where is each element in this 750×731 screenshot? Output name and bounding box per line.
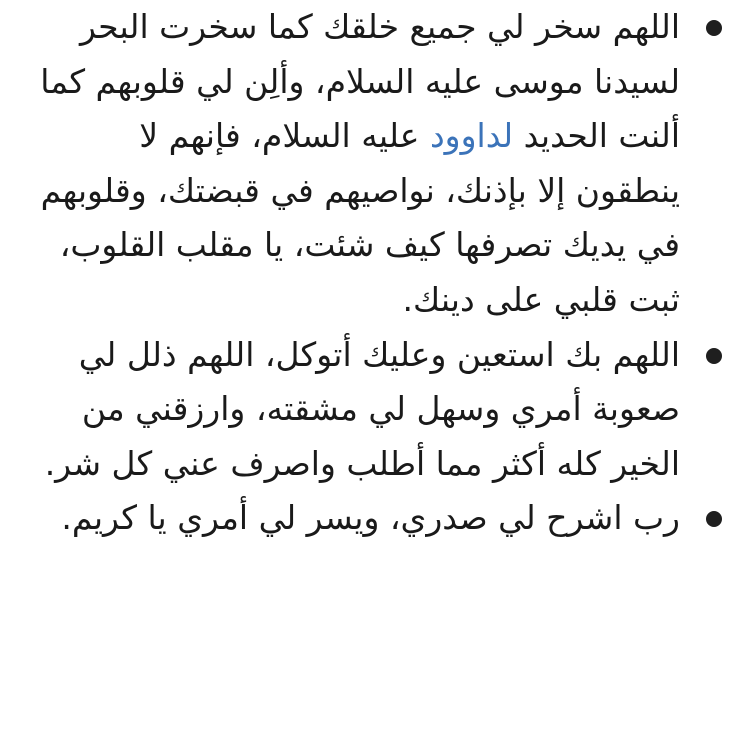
bullet-icon: [706, 20, 722, 36]
list-item: [40, 0, 680, 328]
bullet-icon: [706, 511, 722, 527]
list-item: [40, 491, 680, 546]
dua-text: رب اشرح لي صدري، ويسر لي أمري يا كريم.: [61, 498, 680, 538]
dua-text-part: عليه السلام، فإنهم لا ينطقون إلا بإذنك، نواصيهم في قبضتك، وقلوبهم في يديك تصرفها كيف شئت، يا مقلب القلوب، ثبت قلبي على دينك.: [40, 116, 680, 319]
list-item: [40, 328, 680, 492]
dua-text: اللهم بك استعين وعليك أتوكل، اللهم ذلل لي صعوبة أمري وسهل لي مشقته، وارزقني من الخير كله أكثر مما أطلب واصرف عني كل شر.: [44, 334, 680, 483]
dawood-link[interactable]: لداوود: [429, 116, 514, 156]
dua-list: [40, 0, 680, 546]
bullet-icon: [706, 348, 722, 364]
dua-text-part: اللهم سخر لي جميع خلقك كما سخرت البحر لسيدنا موسى عليه السلام، وألِن لي قلوبهم كما ألنت الحديد: [40, 7, 680, 156]
